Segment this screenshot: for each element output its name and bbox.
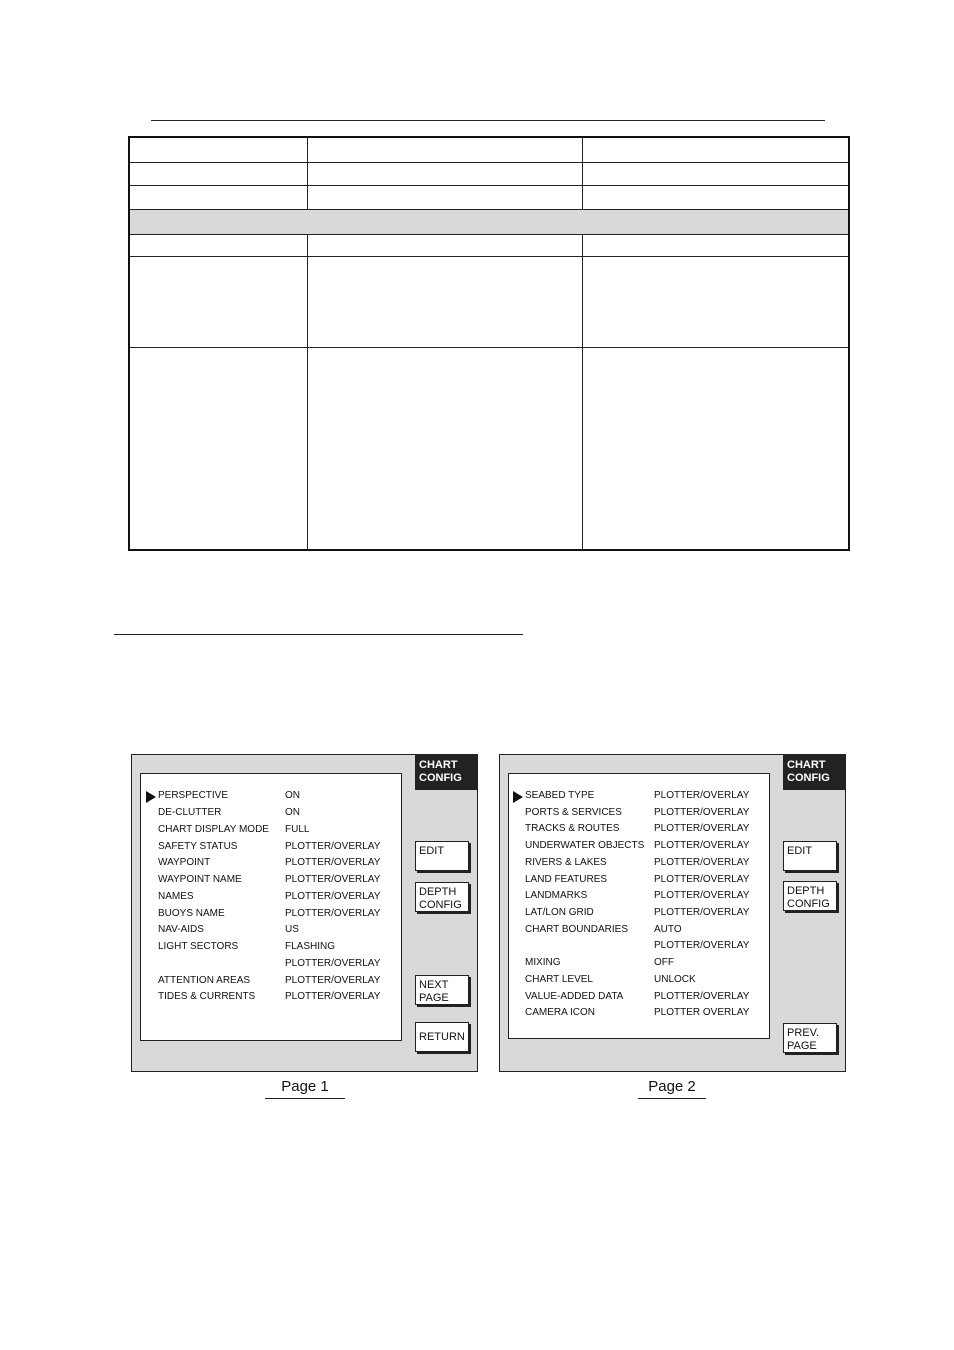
edit-button[interactable]: EDIT	[415, 841, 469, 871]
setting-value: PLOTTER/OVERLAY	[654, 991, 750, 1002]
setting-label[interactable]: MIXING	[525, 957, 561, 968]
table-section-row	[130, 209, 848, 234]
setting-value: PLOTTER/OVERLAY	[654, 857, 750, 868]
setting-value: PLOTTER/OVERLAY	[654, 807, 750, 818]
setting-value: FLASHING	[285, 941, 336, 952]
screen-title: CHART CONFIG	[415, 755, 477, 790]
setting-label[interactable]: LIGHT SECTORS	[158, 941, 239, 952]
setting-label[interactable]: PORTS & SERVICES	[525, 807, 622, 818]
screen-title: CHART CONFIG	[783, 755, 845, 790]
setting-label[interactable]: LANDMARKS	[525, 890, 588, 901]
table-row	[130, 347, 848, 550]
setting-value: PLOTTER OVERLAY	[654, 1007, 750, 1018]
setting-label[interactable]: CAMERA ICON	[525, 1007, 596, 1018]
caption-underline	[638, 1098, 706, 1099]
table-cell	[582, 257, 583, 347]
setting-value: PLOTTER/OVERLAY	[654, 890, 750, 901]
setting-value: UNLOCK	[654, 974, 696, 985]
table-cell	[582, 186, 583, 209]
setting-value: PLOTTER/OVERLAY	[285, 891, 381, 902]
setting-label[interactable]: TIDES & CURRENTS	[158, 991, 256, 1002]
table-cell	[582, 138, 583, 162]
setting-label[interactable]: CHART DISPLAY MODE	[158, 824, 269, 835]
setting-label[interactable]: WAYPOINT	[158, 857, 211, 868]
edit-button[interactable]: EDIT	[783, 841, 837, 871]
setting-value: PLOTTER/OVERLAY	[654, 790, 750, 801]
setting-value: US	[285, 924, 299, 935]
setting-label[interactable]: VALUE-ADDED DATA	[525, 991, 624, 1002]
setting-value: PLOTTER/OVERLAY	[654, 907, 750, 918]
setting-label[interactable]: TRACKS & ROUTES	[525, 823, 620, 834]
cursor-arrow-icon	[146, 791, 156, 803]
table-cell	[307, 257, 308, 347]
settings-list	[508, 773, 770, 1039]
setting-value: PLOTTER/OVERLAY	[285, 841, 381, 852]
setting-value: PLOTTER/OVERLAY	[285, 975, 381, 986]
table-cell	[307, 186, 308, 209]
setting-label[interactable]: SEABED TYPE	[525, 790, 595, 801]
setting-label[interactable]: UNDERWATER OBJECTS	[525, 840, 645, 851]
setting-label[interactable]: DE-CLUTTER	[158, 807, 222, 818]
table-row	[130, 234, 848, 257]
setting-value: PLOTTER/OVERLAY	[654, 840, 750, 851]
setting-label[interactable]: BUOYS NAME	[158, 908, 225, 919]
setting-label[interactable]: LAND FEATURES	[525, 874, 608, 885]
setting-label[interactable]: LAT/LON GRID	[525, 907, 594, 918]
setting-label[interactable]: PERSPECTIVE	[158, 790, 229, 801]
setting-label[interactable]: CHART BOUNDARIES	[525, 924, 628, 935]
setting-value: PLOTTER/OVERLAY	[285, 857, 381, 868]
header-rule	[151, 120, 825, 121]
table-cell	[582, 163, 583, 186]
chart-config-screen-page1	[131, 754, 478, 1072]
setting-value: OFF	[654, 957, 674, 968]
chart-config-screen-page2	[499, 754, 846, 1072]
depth-config-button[interactable]: DEPTH CONFIG	[783, 881, 837, 911]
section-rule	[114, 634, 523, 635]
setting-label[interactable]: RIVERS & LAKES	[525, 857, 607, 868]
depth-config-button[interactable]: DEPTH CONFIG	[415, 882, 469, 912]
caption-text: Page 2	[648, 1078, 696, 1095]
setting-value: PLOTTER/OVERLAY	[285, 991, 381, 1002]
table-cell	[582, 348, 583, 550]
table-row	[130, 138, 848, 162]
page1-caption	[265, 1078, 345, 1095]
table-row	[130, 256, 848, 347]
setting-value: AUTO	[654, 924, 682, 935]
setting-value: PLOTTER/OVERLAY	[285, 874, 381, 885]
setting-value: ON	[285, 790, 300, 801]
setting-value: PLOTTER/OVERLAY	[654, 940, 750, 951]
setting-label[interactable]: CHART LEVEL	[525, 974, 593, 985]
settings-list	[140, 773, 402, 1041]
setting-value: PLOTTER/OVERLAY	[654, 823, 750, 834]
table-cell	[307, 138, 308, 162]
return-button[interactable]: RETURN	[415, 1022, 469, 1052]
table-cell	[582, 235, 583, 257]
page2-caption	[638, 1078, 706, 1095]
caption-underline	[265, 1098, 345, 1099]
settings-table	[128, 136, 850, 551]
setting-label[interactable]: NAMES	[158, 891, 194, 902]
prev-page-button[interactable]: PREV. PAGE	[783, 1023, 837, 1053]
setting-label[interactable]: NAV-AIDS	[158, 924, 204, 935]
caption-text: Page 1	[281, 1078, 329, 1095]
table-cell	[307, 163, 308, 186]
setting-value: ON	[285, 807, 300, 818]
setting-label[interactable]: ATTENTION AREAS	[158, 975, 251, 986]
setting-value: PLOTTER/OVERLAY	[285, 958, 381, 969]
cursor-arrow-icon	[513, 791, 523, 803]
table-cell	[307, 235, 308, 257]
next-page-button[interactable]: NEXT PAGE	[415, 975, 469, 1005]
setting-value: PLOTTER/OVERLAY	[285, 908, 381, 919]
table-row	[130, 162, 848, 186]
setting-value: FULL	[285, 824, 310, 835]
setting-label[interactable]: WAYPOINT NAME	[158, 874, 242, 885]
table-row	[130, 185, 848, 209]
setting-value: PLOTTER/OVERLAY	[654, 874, 750, 885]
table-cell	[307, 348, 308, 550]
setting-label[interactable]: SAFETY STATUS	[158, 841, 238, 852]
